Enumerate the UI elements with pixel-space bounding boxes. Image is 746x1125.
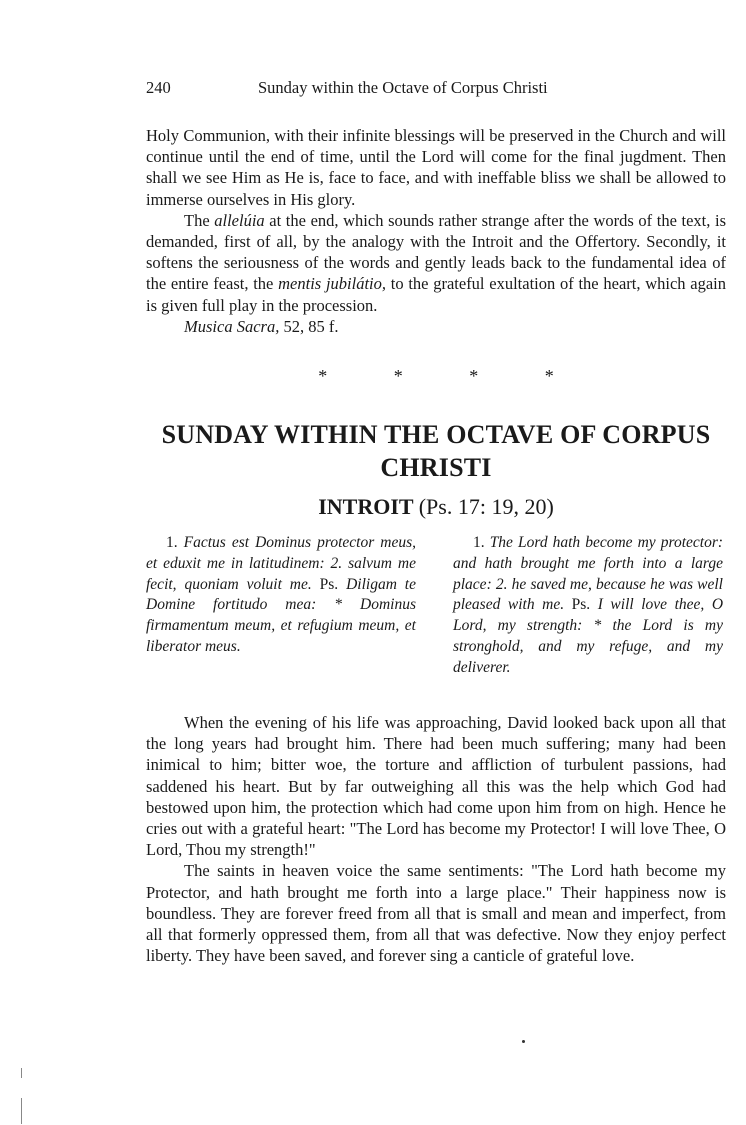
- continuation-paragraph-1: Holy Communion, with their infinite blessings will be preserved in the Church and will continue until the end of time, until the Lord will come for the final jugdment. Then shall we see Him as He is, face to face, and with ineffable bliss we shall be allowed to immerse ourselves in His glory.: [146, 126, 726, 209]
- continuation-text: [146, 125, 726, 337]
- latin-text: Factus est Dominus protector meus, et eduxit me in latitudinem: 2. salvum me fecit, quoniam voluit me.: [146, 534, 416, 593]
- source-title: Musica Sacra,: [184, 316, 280, 336]
- page-number: 240: [146, 78, 171, 97]
- source-reference: 52, 85 f.: [279, 316, 339, 336]
- introit-latin: [146, 533, 416, 658]
- commentary-text: [146, 712, 726, 966]
- running-header: [146, 78, 726, 102]
- psalm-label: Ps.: [319, 575, 347, 593]
- paragraph-text: at the end, which sounds rather strange after the words of the text, is demanded, first of all, by the analogy with the Introit and the Offertory. Secondly, it softens the seriousness of the words and gently leads back to the fundamental idea of the entire feast, the: [146, 210, 726, 294]
- english-text: I will love thee, O Lord, my strength: * the Lord is my stronghold, and my refuge, and my deliverer.: [453, 596, 724, 676]
- commentary-paragraph-2: The saints in heaven voice the same sentiments: "The Lord hath become my Protector, and hath brought me forth into a large place." Their happiness now is boundless. They are forever freed from all that is small and mean and imperfect, from all that formerly oppressed them, from all that was defective. Now they enjoy perfect liberty. They have been saved, and forever sing a canticle of grateful love.: [146, 861, 726, 966]
- source-citation: [146, 316, 726, 337]
- section-separator: * * * *: [318, 366, 554, 386]
- margin-scan-mark: [21, 1068, 22, 1078]
- mentis-jubilatio-term: mentis jubilátio,: [278, 274, 386, 294]
- introit-label: INTROIT: [318, 494, 414, 519]
- psalm-reference: (Ps. 17: 19, 20): [418, 494, 554, 519]
- alleluia-term: allelúia: [214, 210, 265, 230]
- psalm-label: Ps.: [571, 596, 598, 614]
- introit-heading: [146, 494, 726, 520]
- paragraph-text: to the grateful exultation of the heart, which again is given full play in the procession.: [146, 274, 727, 315]
- paragraph-text: The: [184, 210, 215, 230]
- verse-number: 1.: [166, 534, 184, 551]
- print-speck: [522, 1040, 525, 1043]
- margin-scan-mark: [21, 1098, 22, 1124]
- section-title: SUNDAY WITHIN THE OCTAVE OF CORPUS CHRISTI: [161, 420, 711, 482]
- english-text: The Lord hath become my protector: and hath brought me forth into a large place: 2. he saved me, because he was well pleased with me.: [453, 534, 724, 614]
- verse-number: 1.: [473, 534, 490, 551]
- running-title: Sunday within the Octave of Corpus Christi: [258, 78, 548, 97]
- commentary-paragraph-1: When the evening of his life was approaching, David looked back upon all that the long years had brought him. There had been much suffering; many had been inimical to him; bitter woe, the torture and affliction of turbulent passions, had saddened his heart. But by far outweighing all this was the help which God had bestowed upon him, the protection which had come upon him from on high. Hence he cries out with a grateful heart: "The Lord has become my Protector! I will love Thee, O Lord, Thou my strength!": [146, 713, 726, 860]
- continuation-paragraph-2: [146, 210, 726, 316]
- latin-text: Diligam te Domine fortitudo mea: * Dominus firmamentum meum, et refugium meum, et liberator meus.: [146, 575, 416, 655]
- introit-english: [453, 533, 723, 679]
